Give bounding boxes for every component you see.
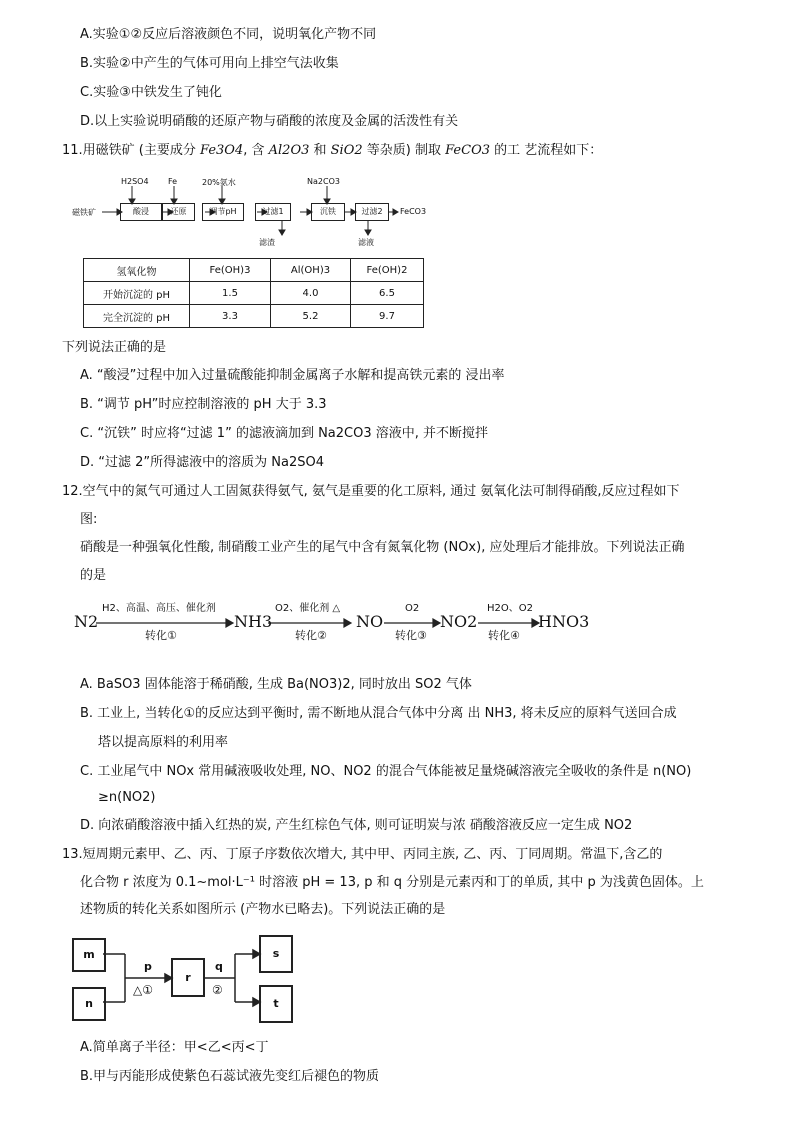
- q10-option-a: A.实验①②反应后溶液颜色不同，说明氧化产物不同: [80, 27, 377, 42]
- conversion-4: 转化④: [488, 629, 520, 642]
- flow-step-reduce: 还原: [162, 203, 195, 221]
- conversion-1: 转化①: [145, 629, 177, 642]
- q13-stem-line3: 述物质的转化关系如图所示 (产物水已略去)。下列说法正确的是: [80, 902, 446, 917]
- table-header-cell: Fe(OH)2: [351, 259, 424, 282]
- label-2: ②: [212, 983, 223, 997]
- conversion-2: 转化②: [295, 629, 327, 642]
- q12-option-a: A. BaSO3 固体能溶于稀硝酸, 生成 Ba(NO3)2, 同时放出 SO2 气体: [80, 677, 472, 692]
- label-p: p: [144, 960, 152, 973]
- box-s: s: [259, 935, 293, 973]
- flow-step-precipitate-iron: 沉铁: [311, 203, 345, 221]
- q13-option-b: B.甲与丙能形成使紫色石蕊试液先变红后褪色的物质: [80, 1069, 380, 1084]
- table-cell: 6.5: [351, 282, 424, 305]
- label-heat-1: △①: [133, 983, 153, 997]
- flow-start: 磁铁矿: [72, 208, 96, 217]
- table-cell: 1.5: [190, 282, 271, 305]
- flow-step-acid-leach: 酸浸: [120, 203, 162, 221]
- table-row: [84, 282, 424, 305]
- q12-option-c-cont: ≥n(NO2): [98, 790, 156, 805]
- table-header-cell: Al(OH)3: [271, 259, 351, 282]
- table-cell: 开始沉淀的 pH: [84, 282, 190, 305]
- q13-option-a: A.简单离子半径：甲<乙<丙<丁: [80, 1040, 269, 1055]
- q12-option-d: D. 向浓硝酸溶液中插入红热的炭, 产生红棕色气体, 则可证明炭与浓 硝酸溶液反应一定生成 NO2: [80, 818, 633, 833]
- condition-4: H2O、O2: [487, 603, 533, 614]
- table-cell: 4.0: [271, 282, 351, 305]
- label-q: q: [215, 960, 223, 973]
- q10-option-c: C.实验③中铁发生了钝化: [80, 85, 222, 100]
- q12-option-b: B. 工业上, 当转化①的反应达到平衡时, 需不断地从混合气体中分离 出 NH3, 将未反应的原料气送回合成: [80, 706, 677, 721]
- flow-reagent-ammonia: 20%氨水: [202, 178, 236, 187]
- q10-option-b: B.实验②中产生的气体可用向上排空气法收集: [80, 56, 339, 71]
- condition-1: H2、高温、高压、催化剂: [102, 603, 216, 614]
- flow-output-filtrate: 滤液: [358, 238, 374, 247]
- q12-stem-line1: 12.空气中的氮气可通过人工固氮获得氨气, 氨气是重要的化工原料, 通过 氨氧化法可制得硝酸,反应过程如下: [62, 484, 680, 499]
- box-m: m: [72, 938, 106, 972]
- q11-stem: 11.用磁铁矿 (主要成分 Fe3O4, 含 Al2O3 和 SiO2 等杂质) 制取 FeCO3 的工 艺流程如下：: [62, 143, 603, 158]
- q10-option-d: D.以上实验说明硝酸的还原产物与硝酸的浓度及金属的活泼性有关: [80, 114, 459, 129]
- condition-2: O2、催化剂 △: [275, 603, 341, 614]
- q12-stem-line4: 的是: [80, 568, 107, 583]
- q12-option-c: C. 工业尾气中 NOx 常用碱液吸收处理, NO、NO2 的混合气体能被足量烧碱溶液完全吸收的条件是 n(NO): [80, 764, 692, 779]
- box-t: t: [259, 985, 293, 1023]
- q12-stem-line2: 图:: [80, 512, 98, 527]
- flow-step-adjust-ph: 调节pH: [202, 203, 244, 221]
- q11-option-d: D. “过滤 2”所得滤液中的溶质为 Na2SO4: [80, 455, 324, 470]
- table-header-cell: Fe(OH)3: [190, 259, 271, 282]
- q11-option-a: A. “酸浸”过程中加入过量硫酸能抑制金属离子水解和提高铁元素的 浸出率: [80, 368, 505, 383]
- q13-stem-line1: 13.短周期元素甲、乙、丙、丁原子序数依次增大, 其中甲、丙同主族, 乙、丙、丁同周期。常温下,含乙的: [62, 847, 663, 862]
- species-no: NO: [356, 612, 384, 631]
- hydroxide-ph-table: [83, 258, 424, 328]
- flow-reagent-na2co3: Na2CO3: [307, 177, 340, 186]
- flow-step-filter2: 过滤2: [355, 203, 389, 221]
- table-header-row: [84, 259, 424, 282]
- condition-3: O2: [405, 603, 420, 614]
- flow-step-filter1: 过滤1: [255, 203, 291, 221]
- flow-output-residue: 滤渣: [259, 238, 275, 247]
- q11-option-b: B. “调节 pH”时应控制溶液的 pH 大于 3.3: [80, 397, 327, 412]
- table-row: [84, 305, 424, 328]
- species-hno3: HNO3: [538, 612, 590, 631]
- q12-option-b-cont: 塔以提高原料的利用率: [98, 735, 229, 750]
- table-cell: 5.2: [271, 305, 351, 328]
- q13-stem-line2: 化合物 r 浓度为 0.1~mol·L⁻¹ 时溶液 pH = 13, p 和 q 分别是元素丙和丁的单质, 其中 p 为浅黄色固体。上: [80, 875, 704, 890]
- table-header-cell: 氢氧化物: [84, 259, 190, 282]
- box-n: n: [72, 987, 106, 1021]
- species-no2: NO2: [440, 612, 478, 631]
- table-cell: 完全沉淀的 pH: [84, 305, 190, 328]
- table-cell: 3.3: [190, 305, 271, 328]
- flow-product: FeCO3: [400, 207, 427, 216]
- species-nh3: NH3: [234, 612, 273, 631]
- box-r: r: [171, 958, 205, 997]
- species-n2: N2: [74, 612, 99, 631]
- flow-reagent-h2so4: H2SO4: [121, 177, 149, 186]
- q11-option-c: C. “沉铁” 时应将“过滤 1” 的滤液滴加到 Na2CO3 溶液中, 并不断搅拌: [80, 426, 489, 441]
- q12-stem-line3: 硝酸是一种强氧化性酸, 制硝酸工业产生的尾气中含有氮氧化物 (NOx), 应处理后才能排放。下列说法正确: [80, 540, 685, 555]
- table-cell: 9.7: [351, 305, 424, 328]
- q11-prompt: 下列说法正确的是: [62, 340, 167, 355]
- conversion-3: 转化③: [395, 629, 427, 642]
- flow-reagent-fe: Fe: [168, 177, 178, 186]
